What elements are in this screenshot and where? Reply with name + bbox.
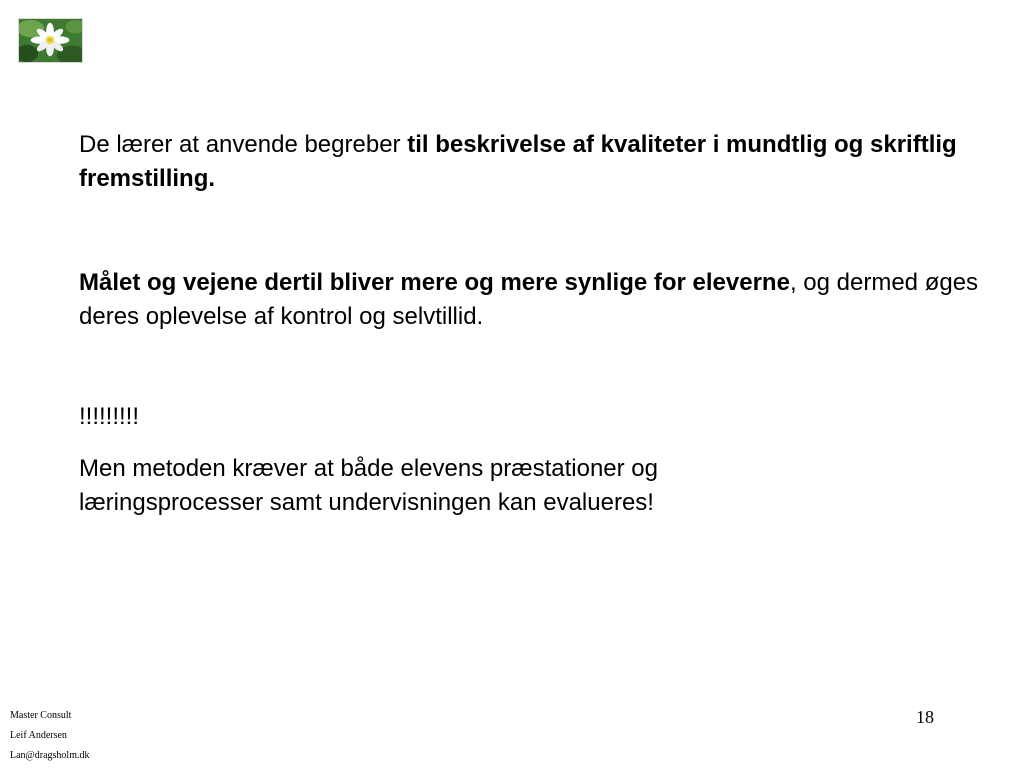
paragraph-2 xyxy=(79,266,979,334)
footer-name: Leif Andersen xyxy=(10,730,67,741)
footer-email: Lan@dragsholm.dk xyxy=(10,750,90,761)
footer-company: Master Consult xyxy=(10,710,72,721)
water-lily-icon xyxy=(19,19,82,62)
paragraph-1 xyxy=(79,128,969,196)
logo xyxy=(18,18,83,63)
paragraph-3: !!!!!!!!! xyxy=(79,403,140,430)
paragraph-1-text: De lærer at anvende begreber xyxy=(79,131,408,158)
paragraph-4: Men metoden kræver at både elevens præstationer og læringsprocesser samt undervisningen kan evalueres! xyxy=(79,455,658,516)
paragraph-2-bold-text: Målet og vejene dertil bliver mere og mere synlige for eleverne xyxy=(79,269,790,296)
paragraph-2-text: , og dermed øges deres oplevelse af kontrol og selvtillid. xyxy=(79,269,979,330)
paragraph-1-bold-text: til beskrivelse af kvaliteter i mundtlig og skriftlig fremstilling. xyxy=(79,131,957,192)
page-number: 18 xyxy=(916,707,934,727)
footer xyxy=(10,706,89,766)
